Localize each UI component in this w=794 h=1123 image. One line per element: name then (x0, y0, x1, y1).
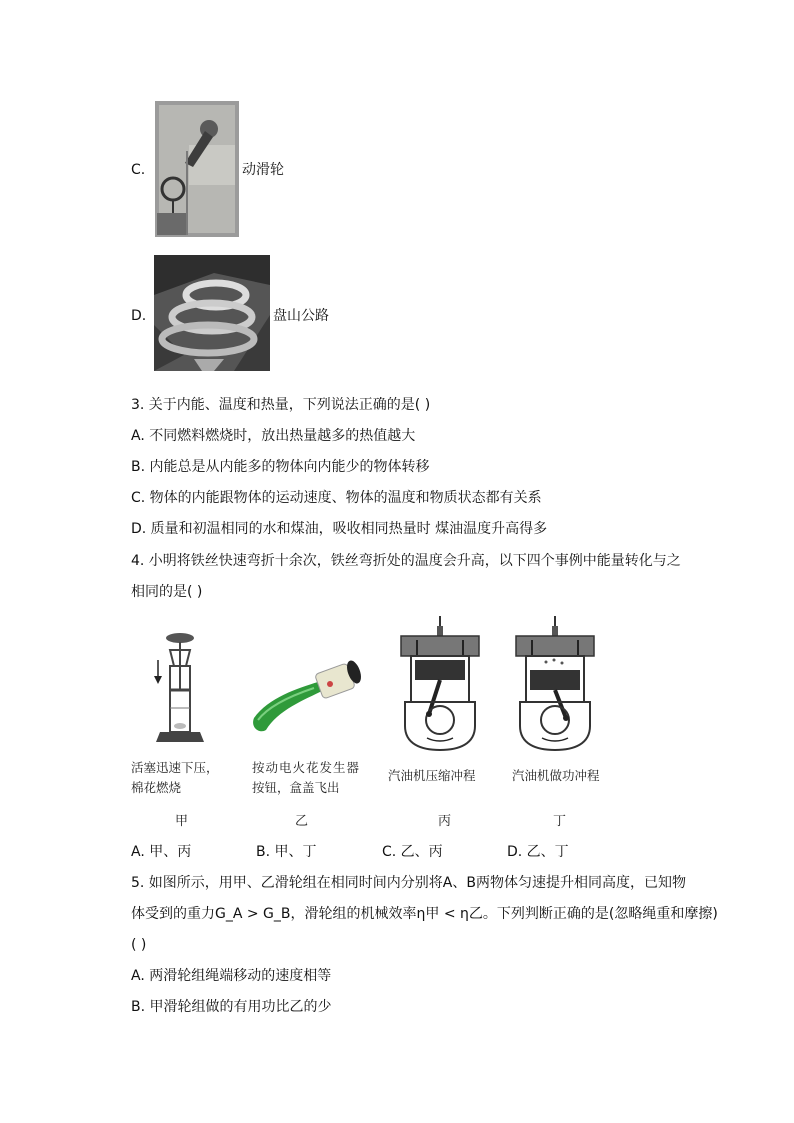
q5-stem-line1: 5. 如图所示，用甲、乙滑轮组在相同时间内分别将A、B两物体匀速提升相同高度，已知物 (131, 875, 686, 891)
q3-stem: 3. 关于内能、温度和热量，下列说法正确的是( ) (131, 397, 431, 413)
figure-jia-caption-line2: 棉花燃烧 (131, 780, 182, 795)
figure-yi-caption-line1: 按动电火花发生器 (252, 760, 361, 775)
figure-bing-compression-stroke (397, 614, 483, 752)
option-d-letter: D. (131, 308, 147, 324)
option-c-letter: C. (131, 162, 146, 178)
figure-jia-piston (148, 630, 208, 748)
option-c-caption: 动滑轮 (242, 162, 284, 178)
q4-option-c: C. 乙、丙 (382, 844, 443, 860)
movable-pulley-photo (155, 101, 239, 237)
figure-yi-label: 乙 (295, 814, 309, 829)
q3-option-a: A. 不同燃料燃烧时，放出热量越多的热值越大 (131, 428, 416, 444)
q4-option-b: B. 甲、丁 (256, 844, 317, 860)
q3-option-d: D. 质量和初温相同的水和煤油，吸收相同热量时 煤油温度升高得多 (131, 521, 548, 537)
q4-stem-line2: 相同的是( ) (131, 584, 203, 600)
q5-stem-line3: ( ) (131, 937, 147, 953)
option-d-caption: 盘山公路 (273, 308, 329, 324)
figure-ding-power-stroke (512, 614, 598, 752)
q5-option-a: A. 两滑轮组绳端移动的速度相等 (131, 968, 332, 984)
q3-option-b: B. 内能总是从内能多的物体向内能少的物体转移 (131, 459, 430, 475)
figure-yi-caption-line2: 按钮，盒盖飞出 (252, 780, 340, 795)
q4-option-a: A. 甲、丙 (131, 844, 192, 860)
figure-yi-spark-generator (248, 648, 366, 734)
q4-stem-line1: 4. 小明将铁丝快速弯折十余次，铁丝弯折处的温度会升高，以下四个事例中能量转化与之 (131, 553, 681, 569)
figure-bing-label: 丙 (438, 814, 452, 829)
q4-option-d: D. 乙、丁 (507, 844, 569, 860)
q5-stem-line2: 体受到的重力G_A > G_B，滑轮组的机械效率η甲 < η乙。下列判断正确的是(忽略绳重和摩擦) (131, 906, 718, 922)
figure-ding-label: 丁 (553, 814, 567, 829)
figure-jia-label: 甲 (175, 814, 189, 829)
mountain-road-photo (154, 255, 270, 371)
figure-bing-caption: 汽油机压缩冲程 (388, 768, 476, 783)
q3-option-c: C. 物体的内能跟物体的运动速度、物体的温度和物质状态都有关系 (131, 490, 542, 506)
figure-jia-caption-line1: 活塞迅速下压， (131, 760, 219, 775)
q5-option-b: B. 甲滑轮组做的有用功比乙的少 (131, 999, 332, 1015)
figure-ding-caption: 汽油机做功冲程 (512, 768, 600, 783)
